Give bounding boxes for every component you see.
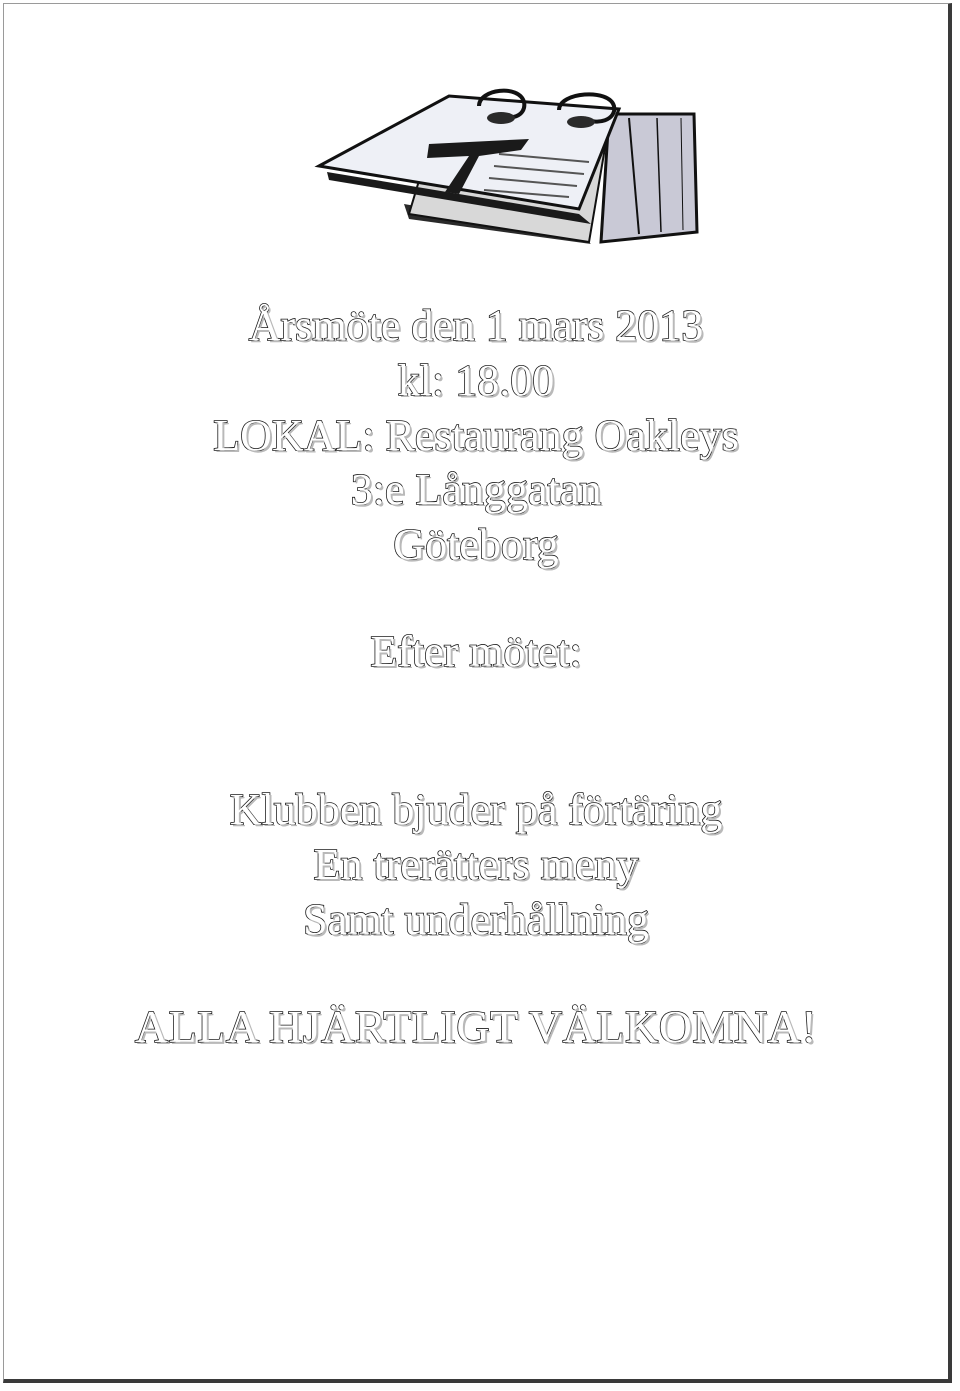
meeting-title: Årsmöte den 1 mars 2013 [248, 301, 704, 350]
meeting-street: 3:e Långgatan [350, 465, 602, 514]
welcome-message: ALLA HJÄRTLIGT VÄLKOMNA! [134, 1001, 818, 1052]
offer-line-3: Samt underhållning [303, 895, 649, 944]
page [3, 3, 952, 1383]
calendar-icon [309, 84, 704, 254]
offer-line-1: Klubben bjuder på förtäring [229, 785, 723, 834]
meeting-time: kl: 18.00 [397, 356, 555, 405]
meeting-venue: LOKAL: Restaurang Oakleys [213, 411, 739, 460]
after-meeting-heading: Efter mötet: [370, 627, 582, 676]
meeting-city: Göteborg [393, 520, 559, 569]
offer-line-2: En trerätters meny [313, 840, 639, 889]
